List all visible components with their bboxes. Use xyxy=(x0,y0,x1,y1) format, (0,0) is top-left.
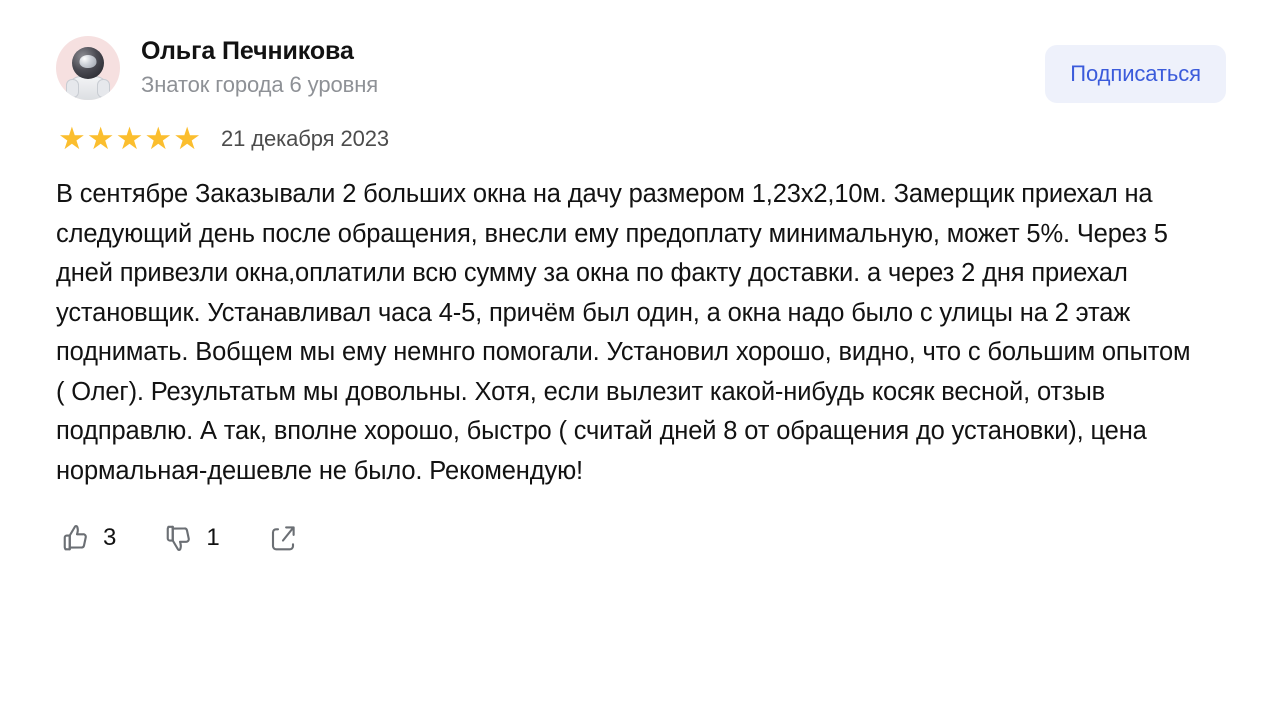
astronaut-visor-icon xyxy=(80,55,97,68)
subscribe-button[interactable]: Подписаться xyxy=(1045,45,1226,103)
star-icon: ★ xyxy=(86,121,115,156)
star-icon: ★ xyxy=(115,121,144,156)
review-actions xyxy=(61,523,1226,553)
avatar-arm-right xyxy=(97,79,110,98)
star-icon: ★ xyxy=(58,121,86,156)
dislike-count: 1 xyxy=(206,524,220,551)
dislike-action[interactable] xyxy=(164,523,219,553)
thumbs-down-icon[interactable] xyxy=(164,523,194,553)
star-icon: ★ xyxy=(144,121,173,156)
star-icon: ★ xyxy=(173,121,201,156)
share-action[interactable] xyxy=(268,523,310,553)
author-level: Знаток города 6 уровня xyxy=(141,72,379,97)
avatar-arm-left xyxy=(66,79,79,98)
review-date: 21 декабря 2023 xyxy=(220,125,390,151)
rating-row xyxy=(58,123,1226,154)
thumbs-up-icon[interactable] xyxy=(61,523,91,553)
star-rating xyxy=(58,123,201,154)
avatar xyxy=(56,36,120,100)
review-text: В сентябре Заказывали 2 больших окна на дачу размером 1,23х2,10м. Замерщик приехал на следующий день после обращения, внесли ему предоплату минимальную, может 5%. Через 5 дней привезли окна,оплатили всю сумму за окна по факту доставки. а через 2 дня приехал установщик. Устанавливал часа 4-5, причём был один, а окна надо было с улицы на 2 этаж поднимать. Вобщем мы ему немнго помогали. Установил хорошо, видно, что с большим опытом ( Олег). Результатьм мы довольны. Хотя, если вылезит какой-нибудь косяк весной, отзыв подправлю. А так, вполне хорошо, быстро ( считай дней 8 от обращения до установки), цена нормальная-дешевле не было. Рекомендую! xyxy=(56,180,1198,485)
author-name: Ольга Печникова xyxy=(141,37,354,65)
author-identity xyxy=(141,34,378,98)
share-icon[interactable] xyxy=(268,523,298,553)
like-count: 3 xyxy=(103,524,117,551)
like-action[interactable] xyxy=(61,523,116,553)
